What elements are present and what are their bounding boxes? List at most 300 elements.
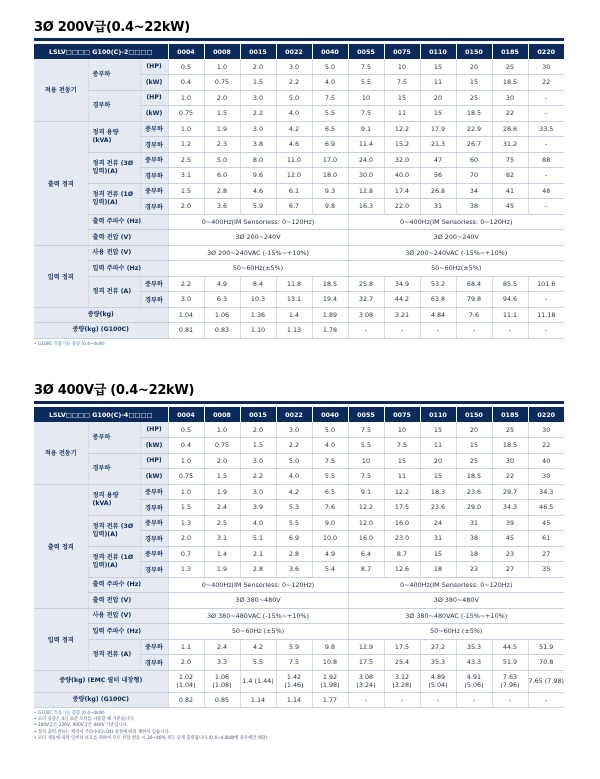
value-cell: 11 bbox=[420, 75, 456, 91]
value-cell: 3.0 bbox=[276, 422, 312, 438]
value-cell: 12.8 bbox=[348, 183, 384, 199]
value-cell: 25 bbox=[492, 422, 528, 438]
unit-label: (kW) bbox=[140, 469, 168, 485]
group-label: 적용 전동기 bbox=[34, 59, 88, 121]
value-cell: 23 bbox=[456, 562, 492, 578]
value-cell: 18 bbox=[420, 562, 456, 578]
value-cell: 1.10 bbox=[240, 323, 276, 339]
value-cell: 3.0 bbox=[168, 292, 204, 308]
value-cell: 6.7 bbox=[276, 199, 312, 215]
value-cell: 7.65 (7.98) bbox=[528, 670, 564, 692]
value-cell: 20 bbox=[420, 453, 456, 469]
section-200v bbox=[34, 18, 564, 348]
table-row bbox=[34, 261, 564, 277]
value-cell: - bbox=[492, 323, 528, 339]
unit-label: 중부하 bbox=[140, 515, 168, 531]
capacity-header: 0150 bbox=[456, 407, 492, 422]
merged-value-right: 3Ø 200~240VAC (-15%~+10%) bbox=[348, 245, 564, 261]
header-row bbox=[34, 44, 564, 59]
value-cell: 23 bbox=[492, 546, 528, 562]
value-cell: 5.9 bbox=[276, 639, 312, 655]
value-cell: 1.02 (1.04) bbox=[168, 670, 204, 692]
value-cell: 10 bbox=[348, 90, 384, 106]
value-cell: 5.5 bbox=[312, 106, 348, 122]
value-cell: 5.5 bbox=[276, 515, 312, 531]
merged-value-left: 50~60Hz(±5%) bbox=[168, 261, 348, 277]
value-cell: 40 bbox=[528, 453, 564, 469]
value-cell: 24 bbox=[420, 515, 456, 531]
value-cell: 2.0 bbox=[204, 453, 240, 469]
capacity-header: 0185 bbox=[492, 407, 528, 422]
value-cell: 9.8 bbox=[312, 639, 348, 655]
value-cell: 5.4 bbox=[312, 562, 348, 578]
value-cell: 8.7 bbox=[348, 562, 384, 578]
row-label: 입력 주파수 (Hz) bbox=[88, 261, 168, 277]
value-cell: 6.1 bbox=[276, 183, 312, 199]
value-cell: 0.75 bbox=[204, 75, 240, 91]
value-cell: 11 bbox=[420, 438, 456, 454]
value-cell: 2.0 bbox=[240, 422, 276, 438]
value-cell: 4.91 (5.06) bbox=[456, 670, 492, 692]
value-cell: 17.5 bbox=[348, 655, 384, 671]
value-cell: 11 bbox=[384, 469, 420, 485]
value-cell: 75 bbox=[492, 152, 528, 168]
value-cell: 2.4 bbox=[204, 500, 240, 516]
value-cell: 2.2 bbox=[240, 469, 276, 485]
value-cell: 88 bbox=[528, 152, 564, 168]
value-cell: 0.75 bbox=[204, 438, 240, 454]
value-cell: 15 bbox=[420, 422, 456, 438]
value-cell: 26.7 bbox=[456, 137, 492, 153]
title-rule bbox=[34, 401, 564, 404]
value-cell: 2.8 bbox=[240, 562, 276, 578]
value-cell: 23.6 bbox=[420, 500, 456, 516]
value-cell: 1.3 bbox=[168, 562, 204, 578]
footnote: • 정격 출력 전류는 캐리어 주파수(Cn.04) 설정에 따라 제한이 있습니다. bbox=[34, 730, 564, 736]
value-cell: 11.18 bbox=[528, 307, 564, 323]
merged-value-right: 50~60Hz (±5%) bbox=[348, 624, 564, 640]
value-cell: - bbox=[420, 692, 456, 708]
value-cell: 3.9 bbox=[240, 500, 276, 516]
unit-label: 경부하 bbox=[140, 531, 168, 547]
value-cell: 12.2 bbox=[384, 484, 420, 500]
value-cell: 7.5 bbox=[348, 469, 384, 485]
table-row bbox=[34, 546, 564, 562]
model-name-header: LSLV□□□□ G100(C)-2□□□□ bbox=[34, 44, 168, 59]
value-cell: 10.3 bbox=[240, 292, 276, 308]
capacity-header: 0110 bbox=[420, 407, 456, 422]
value-cell: 29.7 bbox=[492, 484, 528, 500]
value-cell: 38 bbox=[456, 199, 492, 215]
unit-label: 경부하 bbox=[140, 500, 168, 516]
value-cell: 11 bbox=[384, 106, 420, 122]
value-cell: 1.5 bbox=[240, 438, 276, 454]
group-label: 출력 정격 bbox=[34, 121, 88, 245]
value-cell: 18.5 bbox=[456, 106, 492, 122]
value-cell: 22.9 bbox=[456, 121, 492, 137]
unit-label: 중부하 bbox=[140, 276, 168, 292]
value-cell: 8.4 bbox=[240, 276, 276, 292]
value-cell: 5.5 bbox=[312, 469, 348, 485]
capacity-header: 0075 bbox=[384, 44, 420, 59]
table-row bbox=[34, 624, 564, 640]
value-cell: 6.5 bbox=[312, 484, 348, 500]
value-cell: 3.21 bbox=[384, 307, 420, 323]
value-cell: 1.04 bbox=[168, 307, 204, 323]
row-label: 정격 전류 (3Ø 입력)(A) bbox=[88, 152, 140, 183]
value-cell: 23.0 bbox=[384, 531, 420, 547]
unit-label: 경부하 bbox=[140, 199, 168, 215]
capacity-header: 0040 bbox=[312, 44, 348, 59]
merged-value-right: 3Ø 200~240V bbox=[348, 230, 564, 246]
value-cell: 12.0 bbox=[348, 515, 384, 531]
value-cell: 9.3 bbox=[312, 183, 348, 199]
value-cell: 5.9 bbox=[240, 199, 276, 215]
row-label: 사용 전압 (V) bbox=[88, 245, 168, 261]
value-cell: 1.78 bbox=[312, 323, 348, 339]
row-label: 정격 전류 (A) bbox=[88, 276, 140, 307]
value-cell: 10 bbox=[384, 422, 420, 438]
value-cell: 5.0 bbox=[276, 90, 312, 106]
unit-label: (kW) bbox=[140, 75, 168, 91]
table-row bbox=[34, 639, 564, 655]
value-cell: 7.5 bbox=[312, 453, 348, 469]
value-cell: 8.0 bbox=[240, 152, 276, 168]
value-cell: 1.5 bbox=[168, 500, 204, 516]
value-cell: 33.5 bbox=[528, 121, 564, 137]
table-row bbox=[34, 59, 564, 75]
value-cell: 51.9 bbox=[492, 655, 528, 671]
value-cell: 18.0 bbox=[312, 168, 348, 184]
unit-label: (HP) bbox=[140, 59, 168, 75]
row-label: 출력 전압 (V) bbox=[88, 230, 168, 246]
value-cell: 45 bbox=[528, 515, 564, 531]
value-cell: 31.2 bbox=[492, 137, 528, 153]
value-cell: 9.1 bbox=[348, 121, 384, 137]
value-cell: 30.0 bbox=[348, 168, 384, 184]
table-row bbox=[34, 121, 564, 137]
value-cell: 1.06 (1.08) bbox=[204, 670, 240, 692]
value-cell: 15 bbox=[456, 75, 492, 91]
value-cell: 19.4 bbox=[312, 292, 348, 308]
value-cell: 63.8 bbox=[420, 292, 456, 308]
value-cell: 70 bbox=[456, 168, 492, 184]
value-cell: 15 bbox=[384, 90, 420, 106]
value-cell: 44.2 bbox=[384, 292, 420, 308]
value-cell: 85.5 bbox=[492, 276, 528, 292]
value-cell: - bbox=[528, 137, 564, 153]
row-label: 출력 주파수 (Hz) bbox=[88, 214, 168, 230]
value-cell: 4.0 bbox=[240, 515, 276, 531]
value-cell: 30 bbox=[492, 453, 528, 469]
value-cell: 1.0 bbox=[168, 90, 204, 106]
value-cell: 7.63 (7.96) bbox=[492, 670, 528, 692]
value-cell: 60 bbox=[456, 152, 492, 168]
value-cell: 0.81 bbox=[168, 323, 204, 339]
value-cell: 1.5 bbox=[168, 183, 204, 199]
value-cell: 11.0 bbox=[276, 152, 312, 168]
capacity-header: 0004 bbox=[168, 407, 204, 422]
value-cell: 6.9 bbox=[276, 531, 312, 547]
value-cell: 0.4 bbox=[168, 75, 204, 91]
value-cell: 1.77 bbox=[312, 692, 348, 708]
capacity-header: 0075 bbox=[384, 407, 420, 422]
unit-label: 경부하 bbox=[140, 292, 168, 308]
value-cell: 6.3 bbox=[204, 292, 240, 308]
row-label: 정격 전류 (A) bbox=[88, 639, 140, 670]
value-cell: 2.2 bbox=[276, 75, 312, 91]
value-cell: 41 bbox=[492, 183, 528, 199]
value-cell: 12.9 bbox=[348, 639, 384, 655]
value-cell: - bbox=[528, 692, 564, 708]
value-cell: 2.8 bbox=[204, 183, 240, 199]
value-cell: - bbox=[528, 90, 564, 106]
value-cell: 10.8 bbox=[312, 655, 348, 671]
table-row bbox=[34, 593, 564, 609]
value-cell: 15 bbox=[420, 469, 456, 485]
value-cell: 29.0 bbox=[456, 500, 492, 516]
value-cell: 7.6 bbox=[312, 500, 348, 516]
value-cell: 5.0 bbox=[276, 453, 312, 469]
section-title: 3Ø 200V급(0.4~22kW) bbox=[34, 20, 190, 35]
value-cell: 5.0 bbox=[204, 152, 240, 168]
value-cell: 16.3 bbox=[348, 199, 384, 215]
value-cell: 51.9 bbox=[528, 639, 564, 655]
table-row bbox=[34, 245, 564, 261]
value-cell: 2.3 bbox=[204, 137, 240, 153]
value-cell: 17.4 bbox=[384, 183, 420, 199]
row-label: 중부하 bbox=[88, 59, 140, 90]
value-cell: 53.2 bbox=[420, 276, 456, 292]
value-cell: 6.0 bbox=[204, 168, 240, 184]
value-cell: 12.6 bbox=[384, 562, 420, 578]
value-cell: 2.0 bbox=[204, 90, 240, 106]
group-label: 입력 정격 bbox=[34, 245, 88, 307]
value-cell: 28.6 bbox=[492, 121, 528, 137]
value-cell: 3.3 bbox=[204, 655, 240, 671]
value-cell: 22 bbox=[528, 75, 564, 91]
footnote: • 모터 용량은 4극 표준 모터를 사용할 때 기준입니다. bbox=[34, 717, 564, 723]
value-cell: 7.5 bbox=[348, 106, 384, 122]
value-cell: 10 bbox=[348, 453, 384, 469]
value-cell: 32.7 bbox=[348, 292, 384, 308]
value-cell: 4.2 bbox=[276, 484, 312, 500]
value-cell: - bbox=[384, 692, 420, 708]
value-cell: 38 bbox=[456, 531, 492, 547]
value-cell: 4.0 bbox=[312, 438, 348, 454]
value-cell: 1.14 bbox=[276, 692, 312, 708]
value-cell: 1.06 bbox=[204, 307, 240, 323]
value-cell: 1.0 bbox=[168, 453, 204, 469]
value-cell: 15 bbox=[420, 546, 456, 562]
value-cell: 4.89 (5.04) bbox=[420, 670, 456, 692]
unit-label: 경부하 bbox=[140, 562, 168, 578]
value-cell: 47 bbox=[420, 152, 456, 168]
table-row bbox=[34, 608, 564, 624]
value-cell: 27.2 bbox=[420, 639, 456, 655]
capacity-header: 0220 bbox=[528, 407, 564, 422]
merged-value-right: 0~400Hz(IM Sensorless: 0~120Hz) bbox=[348, 214, 564, 230]
value-cell: 3.08 bbox=[348, 307, 384, 323]
capacity-header: 0185 bbox=[492, 44, 528, 59]
value-cell: 0.82 bbox=[168, 692, 204, 708]
value-cell: 2.4 bbox=[204, 639, 240, 655]
value-cell: 21.3 bbox=[420, 137, 456, 153]
value-cell: 6.4 bbox=[348, 546, 384, 562]
value-cell: 18.5 bbox=[312, 276, 348, 292]
weight-label: 중량(kg) (EMC 필터 내장형) bbox=[34, 670, 168, 692]
value-cell: 6.9 bbox=[312, 137, 348, 153]
value-cell: 30 bbox=[528, 59, 564, 75]
row-label: 정격 용량 (kVA) bbox=[88, 121, 140, 152]
value-cell: 35.3 bbox=[420, 655, 456, 671]
value-cell: 30 bbox=[528, 469, 564, 485]
title-rule bbox=[34, 38, 564, 41]
value-cell: 68.4 bbox=[456, 276, 492, 292]
value-cell: 32.0 bbox=[384, 152, 420, 168]
value-cell: 11.8 bbox=[276, 276, 312, 292]
value-cell: 25 bbox=[456, 453, 492, 469]
value-cell: 3.0 bbox=[240, 90, 276, 106]
capacity-header: 0008 bbox=[204, 407, 240, 422]
value-cell: 2.8 bbox=[276, 546, 312, 562]
value-cell: 3.1 bbox=[168, 168, 204, 184]
value-cell: 2.5 bbox=[168, 152, 204, 168]
value-cell: 2.0 bbox=[168, 531, 204, 547]
table-row bbox=[34, 577, 564, 593]
value-cell: 12.0 bbox=[276, 168, 312, 184]
weight-label: 중량(kg) (G100C) bbox=[34, 692, 168, 708]
value-cell: 5.5 bbox=[348, 438, 384, 454]
merged-value-left: 3Ø 380~480V bbox=[168, 593, 348, 609]
value-cell: 13.1 bbox=[276, 292, 312, 308]
value-cell: 2.2 bbox=[240, 106, 276, 122]
value-cell: 15 bbox=[420, 106, 456, 122]
footnote: • 200V급은 220V, 400V급은 440V 기준입니다. bbox=[34, 723, 564, 729]
value-cell: 2.0 bbox=[240, 59, 276, 75]
value-cell: 44.5 bbox=[492, 639, 528, 655]
row-label: 중부하 bbox=[88, 422, 140, 453]
value-cell: 25 bbox=[492, 59, 528, 75]
table-row bbox=[34, 323, 564, 339]
value-cell: - bbox=[528, 292, 564, 308]
value-cell: 22 bbox=[492, 106, 528, 122]
value-cell: 7.5 bbox=[384, 438, 420, 454]
value-cell: 1.0 bbox=[168, 121, 204, 137]
value-cell: - bbox=[528, 106, 564, 122]
value-cell: - bbox=[420, 323, 456, 339]
value-cell: 4.9 bbox=[204, 276, 240, 292]
value-cell: 3.6 bbox=[276, 562, 312, 578]
value-cell: 23.6 bbox=[456, 484, 492, 500]
value-cell: 16.0 bbox=[384, 515, 420, 531]
spec-table bbox=[34, 407, 564, 708]
value-cell: 34 bbox=[456, 183, 492, 199]
row-label: 입력 주파수 (Hz) bbox=[88, 624, 168, 640]
value-cell: 4.84 bbox=[420, 307, 456, 323]
table-row bbox=[34, 453, 564, 469]
capacity-header: 0055 bbox=[348, 44, 384, 59]
value-cell: 3.12 (3.28) bbox=[384, 670, 420, 692]
value-cell: - bbox=[456, 323, 492, 339]
value-cell: 34.3 bbox=[528, 484, 564, 500]
capacity-header: 0150 bbox=[456, 44, 492, 59]
value-cell: 7.5 bbox=[348, 422, 384, 438]
unit-label: 중부하 bbox=[140, 484, 168, 500]
value-cell: 15 bbox=[384, 453, 420, 469]
group-label: 출력 정격 bbox=[34, 484, 88, 608]
value-cell: 25 bbox=[456, 90, 492, 106]
value-cell: 0.83 bbox=[204, 323, 240, 339]
merged-value-right: 50~60Hz(±5%) bbox=[348, 261, 564, 277]
value-cell: 30 bbox=[492, 90, 528, 106]
value-cell: 22.0 bbox=[384, 199, 420, 215]
value-cell: 1.3 bbox=[168, 515, 204, 531]
capacity-header: 0055 bbox=[348, 407, 384, 422]
merged-value-left: 3Ø 380~480VAC (-15%~+10%) bbox=[168, 608, 348, 624]
capacity-header: 0008 bbox=[204, 44, 240, 59]
table-row bbox=[34, 515, 564, 531]
value-cell: 18 bbox=[456, 546, 492, 562]
value-cell: 6.5 bbox=[312, 121, 348, 137]
value-cell: 1.4 bbox=[276, 307, 312, 323]
table-row bbox=[34, 307, 564, 323]
value-cell: 4.6 bbox=[240, 183, 276, 199]
value-cell: 31 bbox=[456, 515, 492, 531]
unit-label: 중부하 bbox=[140, 152, 168, 168]
value-cell: 1.13 bbox=[276, 323, 312, 339]
unit-label: 경부하 bbox=[140, 168, 168, 184]
value-cell: 40.0 bbox=[384, 168, 420, 184]
value-cell: 18.5 bbox=[492, 75, 528, 91]
value-cell: 2.0 bbox=[168, 199, 204, 215]
value-cell: 61 bbox=[528, 531, 564, 547]
table-row bbox=[34, 484, 564, 500]
value-cell: 18.5 bbox=[456, 469, 492, 485]
merged-value-left: 0~400Hz(IM Sensorless: 0~120Hz) bbox=[168, 577, 348, 593]
section-title: 3Ø 400V급 (0.4~22kW) bbox=[34, 383, 195, 398]
value-cell: 1.89 bbox=[312, 307, 348, 323]
value-cell: 3.0 bbox=[276, 59, 312, 75]
value-cell: 12.2 bbox=[348, 500, 384, 516]
group-label: 입력 정격 bbox=[34, 608, 88, 670]
value-cell: 1.9 bbox=[204, 562, 240, 578]
value-cell: 5.0 bbox=[312, 422, 348, 438]
value-cell: 43.3 bbox=[456, 655, 492, 671]
row-label: 경부하 bbox=[88, 453, 140, 484]
value-cell: 2.5 bbox=[204, 515, 240, 531]
value-cell: - bbox=[528, 168, 564, 184]
value-cell: 26.8 bbox=[420, 183, 456, 199]
table-row bbox=[34, 422, 564, 438]
value-cell: 4.0 bbox=[276, 469, 312, 485]
value-cell: 1.9 bbox=[204, 121, 240, 137]
value-cell: 17.0 bbox=[312, 152, 348, 168]
value-cell: 11.1 bbox=[492, 307, 528, 323]
value-cell: 7.5 bbox=[312, 90, 348, 106]
value-cell: 56 bbox=[420, 168, 456, 184]
value-cell: 31 bbox=[420, 199, 456, 215]
value-cell: 17.5 bbox=[384, 639, 420, 655]
group-label: 적용 전동기 bbox=[34, 422, 88, 484]
value-cell: 2.1 bbox=[240, 546, 276, 562]
value-cell: 10 bbox=[384, 59, 420, 75]
value-cell: 4.2 bbox=[276, 121, 312, 137]
value-cell: - bbox=[384, 323, 420, 339]
value-cell: 20 bbox=[456, 59, 492, 75]
value-cell: 30 bbox=[528, 422, 564, 438]
value-cell: 17.9 bbox=[420, 121, 456, 137]
